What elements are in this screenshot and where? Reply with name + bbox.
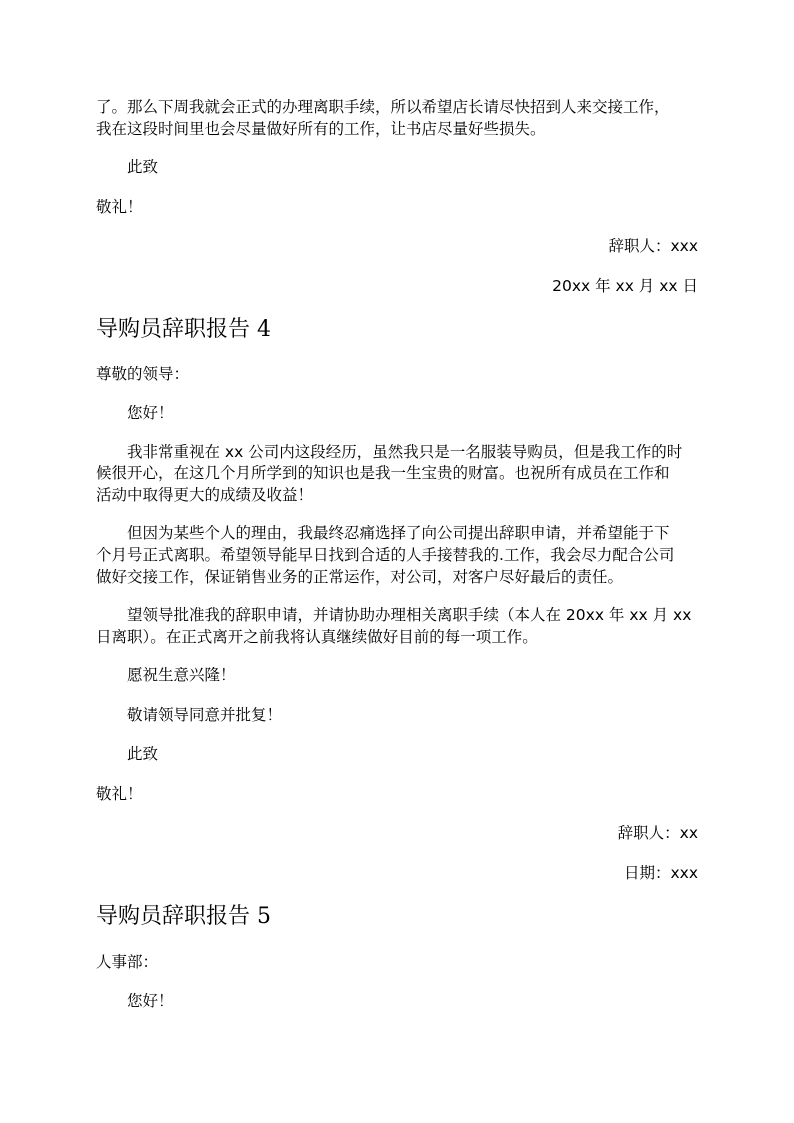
greeting-text: 您好！ [127, 404, 174, 422]
signer-text: 辞职人：xxx [608, 237, 698, 255]
paragraph-line: 望领导批准我的辞职申请，并请协助办理相关离职手续（本人在 20xx 年 xx 月 xx [127, 606, 692, 624]
paragraph-line: 候很开心，在这几个月所学到的知识也是我一生宝贵的财富。也祝所有成员在工作和 [96, 464, 670, 482]
closing-text: 此致 [127, 158, 159, 176]
date-text: 20xx 年 xx 月 xx 日 [552, 277, 698, 295]
paragraph-line: 我在这段时间里也会尽量做好所有的工作，让书店尽量好些损失。 [96, 120, 546, 138]
paragraph-line: 活动中取得更大的成绩及收益！ [96, 486, 314, 504]
paragraph-line: 我非常重视在 xx 公司内这段经历，虽然我只是一名服装导购员，但是我工作的时 [127, 443, 683, 461]
paragraph-line: 个月号正式离职。希望领导能早日找到合适的人手接替我的.工作，我会尽力配合公司 [96, 546, 675, 564]
paragraph-line: 但因为某些个人的理由，我最终忍痛选择了向公司提出辞职申请，并希望能于下 [127, 524, 670, 542]
section-title: 导购员辞职报告 4 [96, 317, 271, 342]
closing-text: 此致 [127, 745, 159, 763]
date-text: 日期：xxx [623, 864, 698, 882]
request-text: 敬请领导同意并批复！ [127, 706, 283, 724]
addressee-text: 人事部： [96, 953, 159, 971]
signer-text: 辞职人：xx [617, 824, 698, 842]
salute-text: 敬礼！ [96, 785, 143, 803]
greeting-text: 您好！ [127, 992, 174, 1010]
wish-text: 愿祝生意兴隆！ [127, 666, 236, 684]
salute-text: 敬礼！ [96, 198, 143, 216]
paragraph-line: 了。那么下周我就会正式的办理离职手续，所以希望店长请尽快招到人来交接工作， [96, 98, 670, 116]
paragraph-line: 日离职）。在正式离开之前我将认真继续做好目前的每一项工作。 [96, 628, 538, 646]
section-title: 导购员辞职报告 5 [96, 904, 271, 929]
addressee-text: 尊敬的领导： [96, 365, 190, 383]
paragraph-line: 做好交接工作，保证销售业务的正常运作，对公司，对客户尽好最后的责任。 [96, 568, 624, 586]
